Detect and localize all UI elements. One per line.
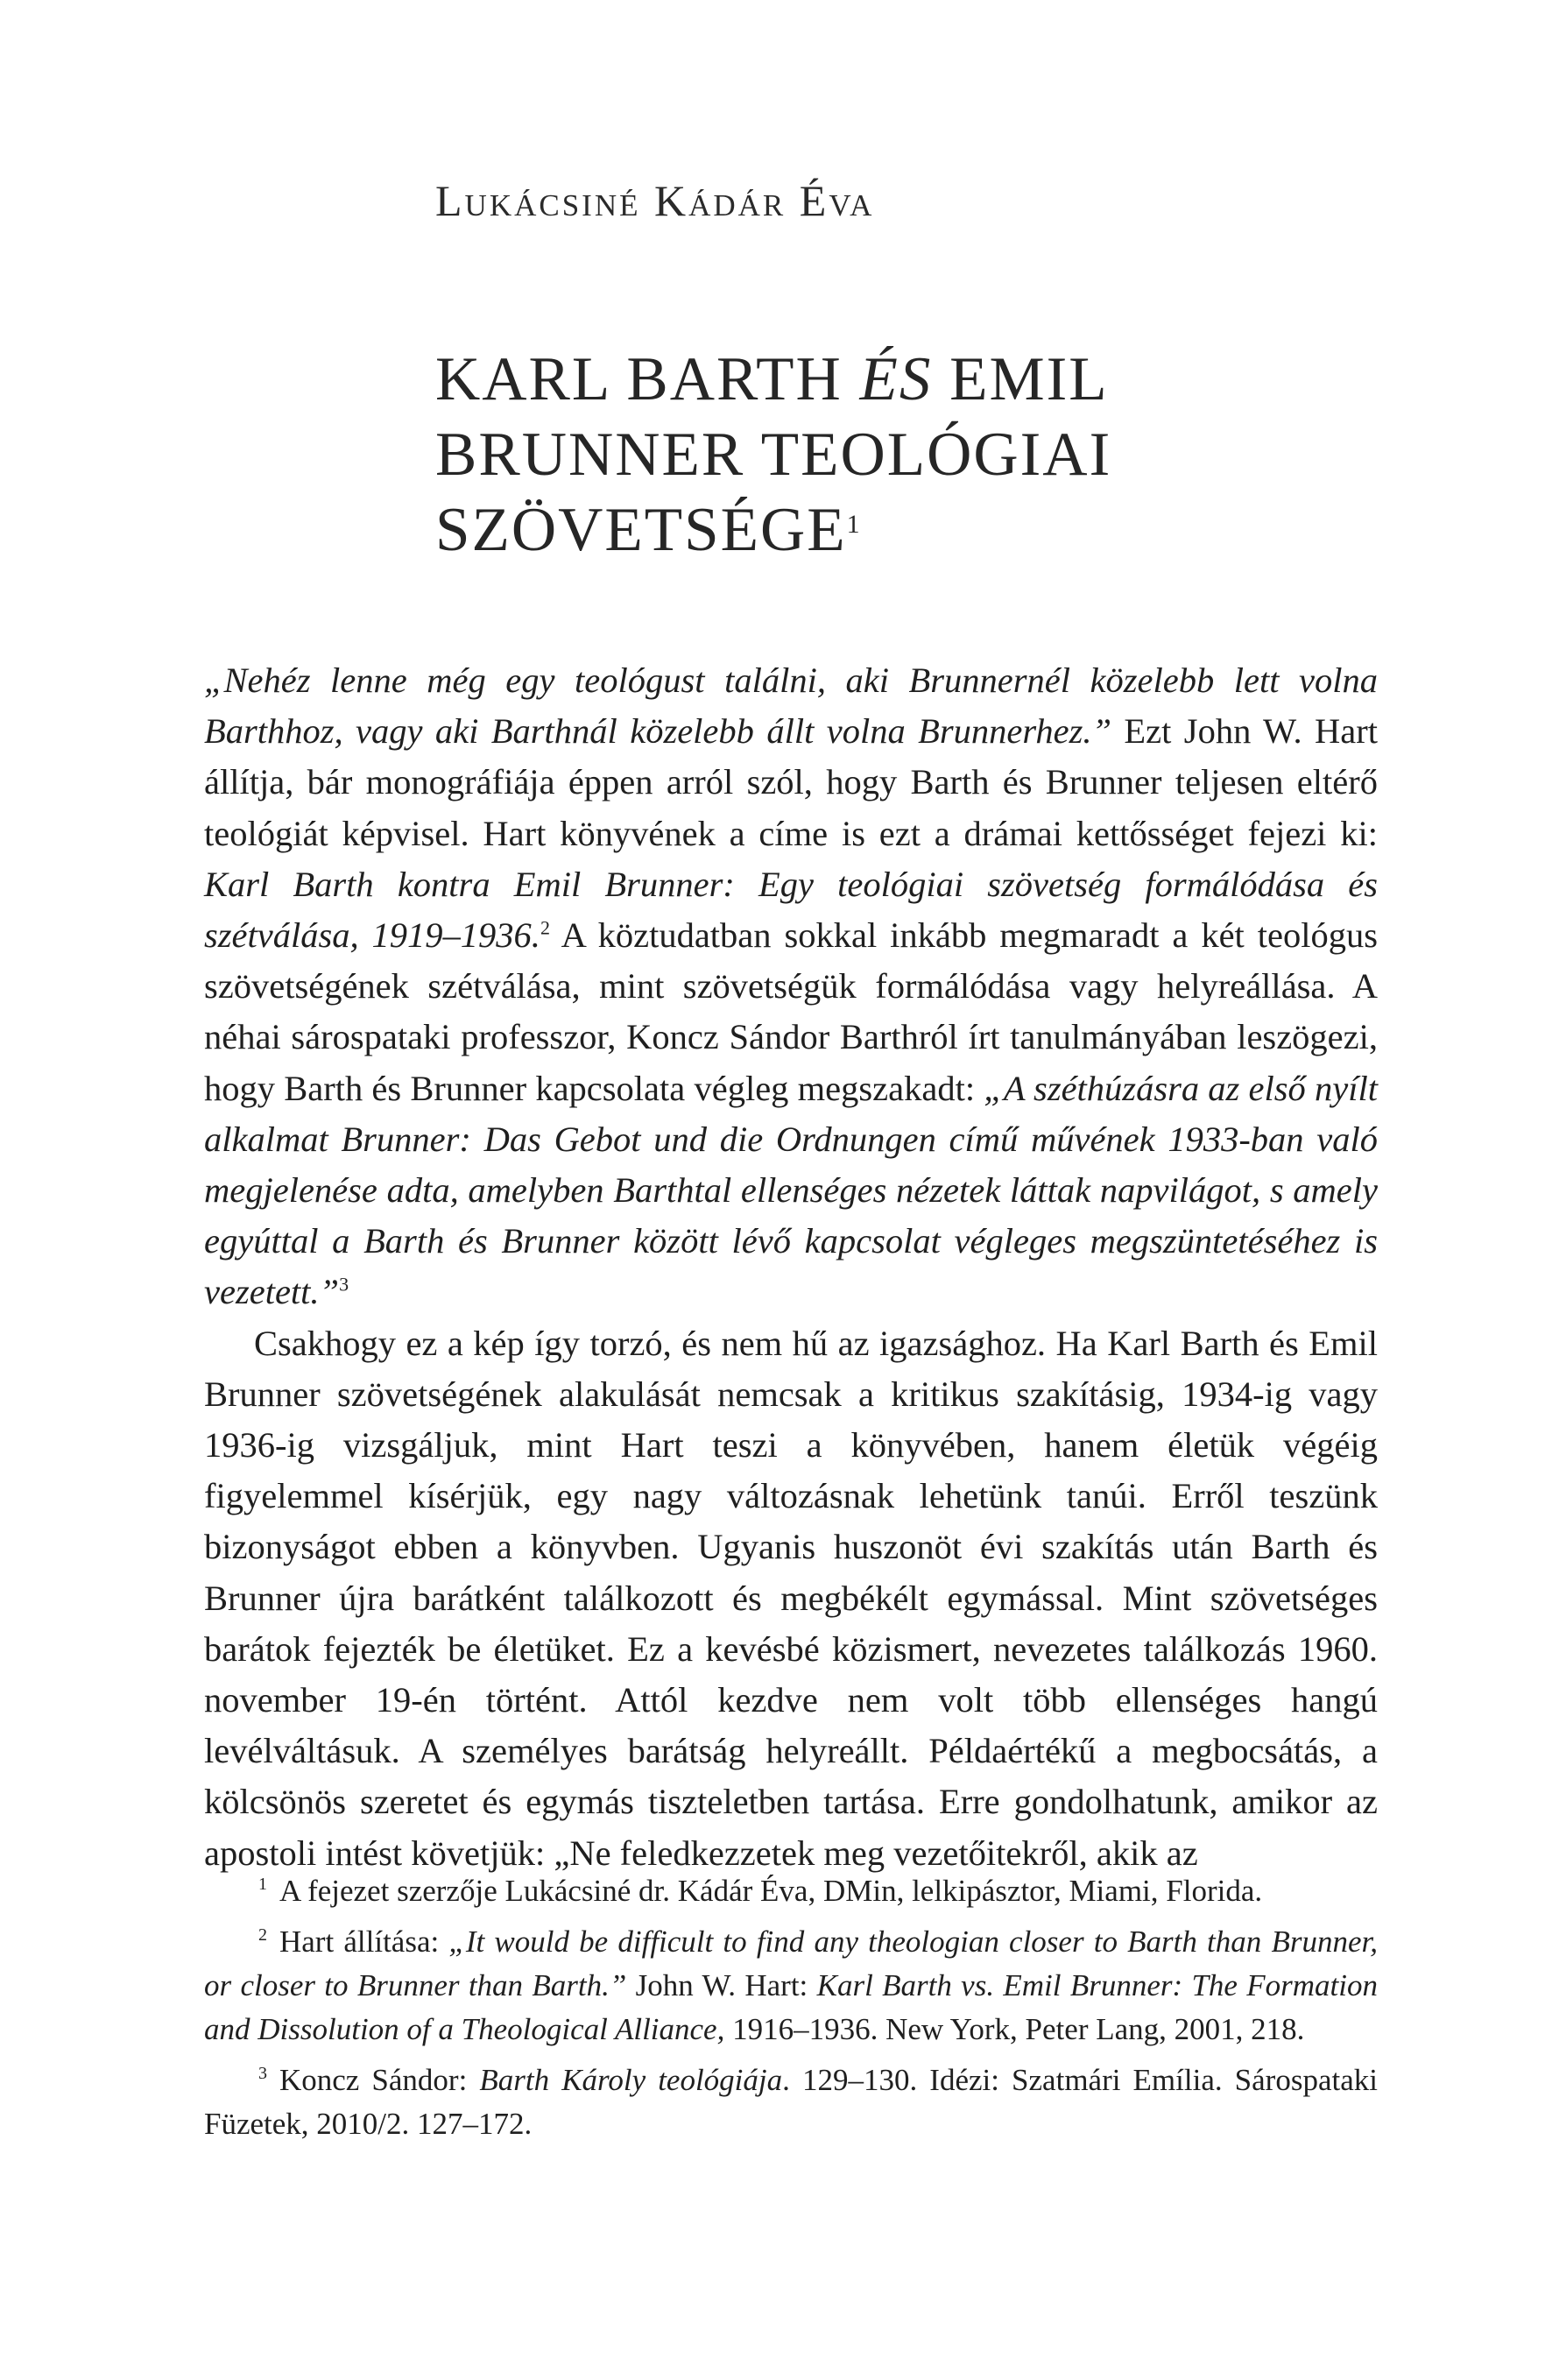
- footnote-ref: 1: [846, 510, 860, 539]
- footnote-number: 3: [258, 2064, 267, 2084]
- footnote-text: 1916–1936. New York, Peter Lang, 2001, 218.: [724, 2012, 1305, 2046]
- footnote-text: John W. Hart:: [626, 1968, 817, 2002]
- footnote-number: 2: [258, 1925, 267, 1946]
- title-line-2: BRUNNER TEOLÓGIAI: [435, 420, 1112, 489]
- book-title: Karl Barth kontra Emil Brunner: Egy teológiai szövetség formálódása és szétválása, 1919–1936.: [204, 864, 1378, 956]
- title-text: SZÖVETSÉGE: [435, 496, 847, 564]
- opening-quote: „Nehéz lenne még egy teológust találni, aki Brunnernél közelebb lett volna Barthhoz, vagy aki Barthnál közelebb állt volna Brunnerhez.”: [204, 660, 1378, 752]
- footnote-text: . 129–130. Idézi: Szatmári Emília. Sárospataki Füzetek, 2010/2. 127–172.: [204, 2063, 1378, 2141]
- paragraph-text: A köztudatban sokkal inkább megmaradt a két teológus szövetségének szétválása, mint szövetségük formálódása vagy helyreállása. A néhai sárospataki professzor, Koncz Sándor Barthról írt tanulmányában leszögezi, hogy Barth és Brunner kapcsolata végleg megszakadt:: [204, 915, 1378, 1108]
- footnote: [204, 2059, 1378, 2146]
- footnotes: [204, 1869, 1378, 2153]
- koncz-quote: „A széthúzásra az első nyílt alkalmat Brunner: Das Gebot und die Ordnungen című művének 1933-ban való megjelenése adta, amelyben Barthtal ellenséges nézetek láttak napvilágot, s amely egyúttal a Barth és Brunner között lévő kapcsolat végleges megszüntetéséhez is vezetett.”: [204, 1068, 1378, 1312]
- footnote: [204, 1920, 1378, 2052]
- footnote-text: Koncz Sándor:: [279, 2063, 480, 2097]
- chapter-author: Lukácsiné Kádár Éva: [435, 176, 875, 225]
- footnote-text: Hart állítása:: [279, 1924, 449, 1959]
- title-text: KARL BARTH: [435, 345, 860, 413]
- footnote-book-title: Karl Barth vs. Emil Brunner: The Formation and Dissolution of a Theological Alliance,: [204, 1968, 1379, 2046]
- chapter-title: [435, 342, 1399, 568]
- footnote-quote: „It would be difficult to find any theologian closer to Barth than Brunner, or closer to Brunner than Barth.”: [204, 1924, 1378, 2002]
- footnote: [204, 1869, 1378, 1913]
- title-line-3: [435, 492, 1399, 568]
- title-text: EMIL: [932, 345, 1109, 413]
- footnote-number: 1: [258, 1875, 267, 1895]
- title-emphasis: ÉS: [859, 345, 933, 413]
- footnote-text: A fejezet szerzője Lukácsiné dr. Kádár Éva, DMin, lelkipásztor, Miami, Florida.: [279, 1874, 1263, 1908]
- title-line-1: [435, 342, 1399, 417]
- paragraph: Csakhogy ez a kép így torzó, és nem hű az igazsághoz. Ha Karl Barth és Emil Brunner szövetségének alakulását nemcsak a kritikus szakításig, 1934-ig vagy 1936-ig vizsgáljuk, mint Hart teszi a könyvében, hanem életük végéig figyelemmel kísérjük, egy nagy változásnak lehetünk tanúi. Erről teszünk bizonyságot ebben a könyvben. Ugyanis huszonöt évi szakítás után Barth és Brunner újra barátként találkozott és megbékélt egymással. Mint szövetséges barátok fejezték be életüket. Ez a kevésbé közismert, nevezetes találkozás 1960. november 19-én történt. Attól kezdve nem volt több ellenséges hangú levélváltásuk. A személyes barátság helyreállt. Példaértékű a megbocsátás, a kölcsönös szeretet és egymás tiszteletben tartása. Erre gondolhatunk, amikor az apostoli intést követjük: „Ne feledkezzetek meg vezetőitekről, akik az: [204, 1323, 1378, 1873]
- body-text: [204, 655, 1378, 1879]
- footnote-ref: 2: [540, 916, 550, 939]
- footnote-ref: 3: [339, 1273, 349, 1296]
- footnote-book-title: Barth Károly teológiája: [479, 2063, 783, 2097]
- paragraph-text: Ezt John W. Hart állítja, bár monográfiája éppen arról szól, hogy Barth és Brunner teljesen eltérő teológiát képvisel. Hart könyvének a címe is ezt a drámai kettősséget fejezi ki:: [204, 711, 1378, 853]
- paragraph: [204, 655, 1378, 1318]
